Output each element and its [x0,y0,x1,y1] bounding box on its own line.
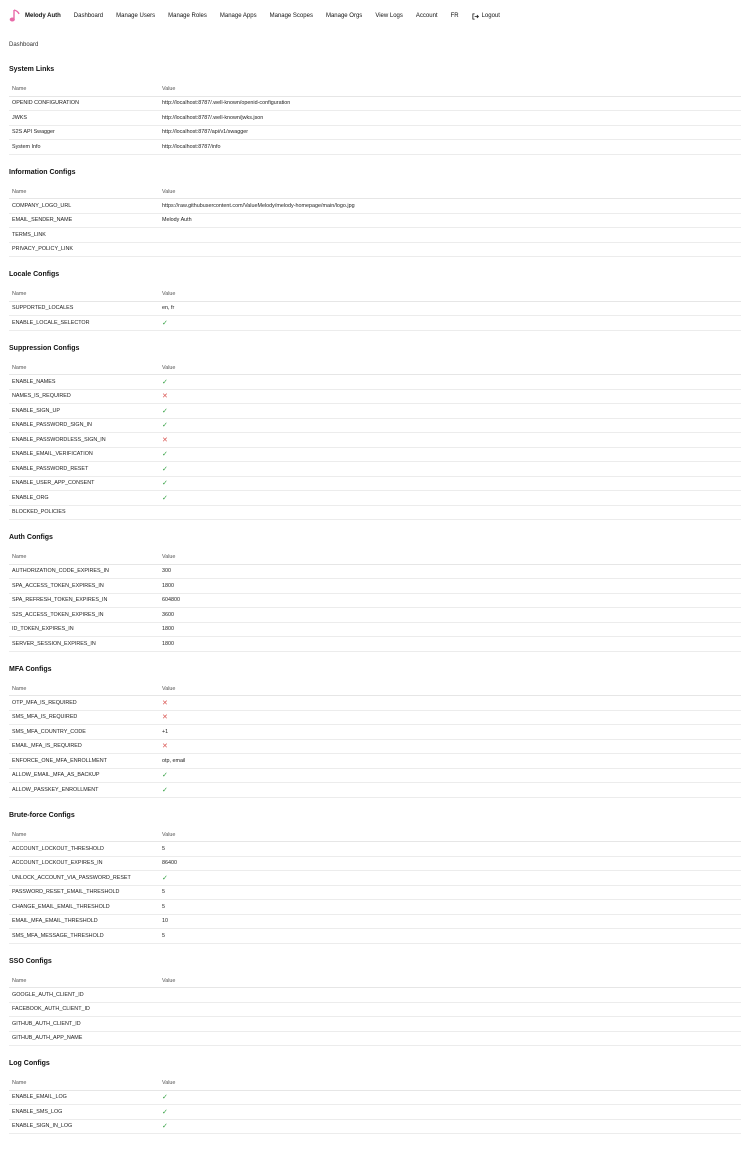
config-value: 5 [159,929,741,944]
table-row [9,608,741,623]
table-row [9,375,741,390]
nav-dashboard[interactable]: Dashboard [73,13,104,19]
config-name: TERMS_LINK [9,228,159,243]
column-header-name: Name [9,288,159,301]
config-value: 5 [159,842,741,857]
column-header-value: Value [159,288,741,301]
table-row [9,914,741,929]
column-header-name: Name [9,975,159,988]
table-row [9,856,741,871]
sso-configs-title: SSO Configs [9,957,52,965]
config-value: 1800 [159,622,741,637]
nav-view-logs[interactable]: View Logs [375,13,403,19]
table-row [9,96,741,111]
cross-icon: ✕ [159,739,741,754]
config-value: 86400 [159,856,741,871]
config-value: Melody Auth [159,213,741,228]
check-icon: ✓ [159,462,741,477]
column-header-value: Value [159,551,741,564]
table-header-row [9,186,741,199]
check-icon: ✓ [159,768,741,783]
column-header-value: Value [159,83,741,96]
config-name: S2S API Swagger [9,125,159,140]
column-header-name: Name [9,683,159,696]
config-name: ENABLE_EMAIL_LOG [9,1090,159,1105]
config-name: SPA_REFRESH_TOKEN_EXPIRES_IN [9,593,159,608]
table-row [9,579,741,594]
config-name: AUTHORIZATION_CODE_EXPIRES_IN [9,564,159,579]
table-row [9,871,741,886]
config-value: 5 [159,885,741,900]
config-name: GOOGLE_AUTH_CLIENT_ID [9,988,159,1003]
column-header-value: Value [159,829,741,842]
logout-icon [472,13,479,20]
check-icon: ✓ [159,491,741,506]
table-row [9,447,741,462]
table-row [9,564,741,579]
check-icon: ✓ [159,316,741,331]
table-row [9,1105,741,1120]
config-name: ENABLE_PASSWORD_RESET [9,462,159,477]
config-name: ACCOUNT_LOCKOUT_EXPIRES_IN [9,856,159,871]
table-header-row [9,1077,741,1090]
config-value: otp, email [159,754,741,769]
table-row [9,462,741,477]
config-name: ID_TOKEN_EXPIRES_IN [9,622,159,637]
config-value: +1 [159,725,741,740]
table-row [9,476,741,491]
table-header-row [9,975,741,988]
table-row [9,389,741,404]
suppression-configs-table [9,362,741,521]
table-row [9,1017,741,1032]
suppression-configs-title: Suppression Configs [9,344,80,352]
config-name: S2S_ACCESS_TOKEN_EXPIRES_IN [9,608,159,623]
brute-force-configs-title: Brute-force Configs [9,811,75,819]
table-row [9,199,741,214]
config-name: ENABLE_EMAIL_VERIFICATION [9,447,159,462]
config-name: CHANGE_EMAIL_EMAIL_THRESHOLD [9,900,159,915]
table-row [9,900,741,915]
config-name: ALLOW_EMAIL_MFA_AS_BACKUP [9,768,159,783]
config-name: SPA_ACCESS_TOKEN_EXPIRES_IN [9,579,159,594]
brand-name: Melody Auth [25,13,61,19]
config-name: PASSWORD_RESET_EMAIL_THRESHOLD [9,885,159,900]
table-row [9,433,741,448]
check-icon: ✓ [159,447,741,462]
column-header-value: Value [159,186,741,199]
nav-manage-orgs[interactable]: Manage Orgs [325,13,363,19]
check-icon: ✓ [159,404,741,419]
brand[interactable] [9,9,74,23]
table-row [9,140,741,155]
locale-switch[interactable]: FR [450,13,459,19]
column-header-name: Name [9,1077,159,1090]
system-links-table [9,83,741,155]
table-header-row [9,551,741,564]
table-row [9,1090,741,1105]
table-row [9,768,741,783]
table-row [9,213,741,228]
table-row [9,725,741,740]
table-header-row [9,288,741,301]
check-icon: ✓ [159,871,741,886]
table-row [9,842,741,857]
cross-icon: ✕ [159,433,741,448]
table-row [9,1002,741,1017]
nav-manage-roles[interactable]: Manage Roles [168,13,207,19]
table-row [9,696,741,711]
nav-manage-users[interactable]: Manage Users [116,13,156,19]
config-name: ENFORCE_ONE_MFA_ENROLLMENT [9,754,159,769]
config-name: OPENID CONFIGURATION [9,96,159,111]
table-row [9,418,741,433]
config-name: PRIVACY_POLICY_LINK [9,242,159,257]
table-row [9,929,741,944]
log-configs-title: Log Configs [9,1060,50,1067]
config-value [159,1017,741,1032]
config-name: BLOCKED_POLICIES [9,505,159,520]
check-icon: ✓ [159,1090,741,1105]
config-value [159,228,741,243]
config-name: ENABLE_PASSWORDLESS_SIGN_IN [9,433,159,448]
config-value: 3600 [159,608,741,623]
config-name: FACEBOOK_AUTH_CLIENT_ID [9,1002,159,1017]
column-header-value: Value [159,362,741,375]
config-name: System Info [9,140,159,155]
table-row [9,988,741,1003]
breadcrumb: Dashboard [9,42,39,48]
column-header-name: Name [9,829,159,842]
log-configs-table [9,1077,741,1134]
table-row [9,637,741,652]
locale-configs-table [9,288,741,331]
config-name: GITHUB_AUTH_CLIENT_ID [9,1017,159,1032]
table-row [9,505,741,520]
config-name: ENABLE_ORG [9,491,159,506]
cross-icon: ✕ [159,710,741,725]
config-name: NAMES_IS_REQUIRED [9,389,159,404]
config-value: 1800 [159,637,741,652]
config-value [159,988,741,1003]
table-row [9,739,741,754]
table-row [9,1031,741,1046]
config-name: EMAIL_MFA_EMAIL_THRESHOLD [9,914,159,929]
logout-label: Logout [481,13,500,19]
config-value: 10 [159,914,741,929]
config-name: ENABLE_SIGN_UP [9,404,159,419]
brute-force-configs-table [9,829,741,944]
mfa-configs-table [9,683,741,798]
column-header-value: Value [159,975,741,988]
table-row [9,316,741,331]
config-name: SERVER_SESSION_EXPIRES_IN [9,637,159,652]
table-row [9,710,741,725]
cross-icon: ✕ [159,389,741,404]
config-name: EMAIL_SENDER_NAME [9,213,159,228]
config-value: http://localhost:8787/api/v1/swagger [159,125,741,140]
table-header-row [9,683,741,696]
column-header-name: Name [9,186,159,199]
check-icon: ✓ [159,1105,741,1120]
logout-button[interactable] [472,13,500,20]
table-header-row [9,83,741,96]
table-row [9,593,741,608]
mfa-configs-title: MFA Configs [9,665,52,673]
locale-configs-title: Locale Configs [9,271,60,278]
config-name: SMS_MFA_MESSAGE_THRESHOLD [9,929,159,944]
config-name: SUPPORTED_LOCALES [9,301,159,316]
config-name: ENABLE_LOCALE_SELECTOR [9,316,159,331]
check-icon: ✓ [159,1119,741,1134]
config-name: ACCOUNT_LOCKOUT_THRESHOLD [9,842,159,857]
table-row [9,783,741,798]
table-row [9,404,741,419]
config-name: COMPANY_LOGO_URL [9,199,159,214]
config-value: en, fr [159,301,741,316]
table-row [9,125,741,140]
config-value: http://localhost:8787/.well-known/jwks.json [159,111,741,126]
table-row [9,301,741,316]
system-links-title: System Links [9,66,55,73]
table-header-row [9,362,741,375]
sso-configs-table [9,975,741,1047]
table-row [9,491,741,506]
column-header-name: Name [9,551,159,564]
config-value [159,1002,741,1017]
config-name: SMS_MFA_IS_REQUIRED [9,710,159,725]
music-note-logo-icon [9,9,21,23]
column-header-name: Name [9,362,159,375]
table-row [9,754,741,769]
config-name: ALLOW_PASSKEY_ENROLLMENT [9,783,159,798]
auth-configs-table [9,551,741,652]
nav-manage-apps[interactable]: Manage Apps [219,13,257,19]
table-row [9,242,741,257]
config-sections [0,64,750,1134]
config-value: http://localhost:8787/.well-known/openid-configuration [159,96,741,111]
top-navbar [0,0,750,32]
column-header-value: Value [159,1077,741,1090]
table-row [9,111,741,126]
config-value: 604800 [159,593,741,608]
information-configs-table [9,186,741,258]
config-name: ENABLE_NAMES [9,375,159,390]
config-name: OTP_MFA_IS_REQUIRED [9,696,159,711]
config-value [159,242,741,257]
cross-icon: ✕ [159,696,741,711]
nav-account[interactable]: Account [415,13,438,19]
config-name: EMAIL_MFA_IS_REQUIRED [9,739,159,754]
config-name: UNLOCK_ACCOUNT_VIA_PASSWORD_RESET [9,871,159,886]
config-value [159,505,741,520]
column-header-name: Name [9,83,159,96]
table-row [9,228,741,243]
information-configs-title: Information Configs [9,168,76,176]
config-name: ENABLE_SMS_LOG [9,1105,159,1120]
config-value [159,1031,741,1046]
config-name: ENABLE_USER_APP_CONSENT [9,476,159,491]
config-value: 300 [159,564,741,579]
config-name: JWKS [9,111,159,126]
table-row [9,885,741,900]
config-value: http://localhost:8787/info [159,140,741,155]
nav-manage-scopes[interactable]: Manage Scopes [269,13,313,19]
check-icon: ✓ [159,418,741,433]
config-name: GITHUB_AUTH_APP_NAME [9,1031,159,1046]
check-icon: ✓ [159,783,741,798]
table-header-row [9,829,741,842]
check-icon: ✓ [159,375,741,390]
config-name: ENABLE_PASSWORD_SIGN_IN [9,418,159,433]
check-icon: ✓ [159,476,741,491]
config-name: SMS_MFA_COUNTRY_CODE [9,725,159,740]
auth-configs-title: Auth Configs [9,534,53,541]
table-row [9,1119,741,1134]
config-name: ENABLE_SIGN_IN_LOG [9,1119,159,1134]
config-value: 5 [159,900,741,915]
table-row [9,622,741,637]
config-value: https://raw.githubusercontent.com/ValueMelody/melody-homepage/main/logo.jpg [159,199,741,214]
config-value: 1800 [159,579,741,594]
column-header-value: Value [159,683,741,696]
